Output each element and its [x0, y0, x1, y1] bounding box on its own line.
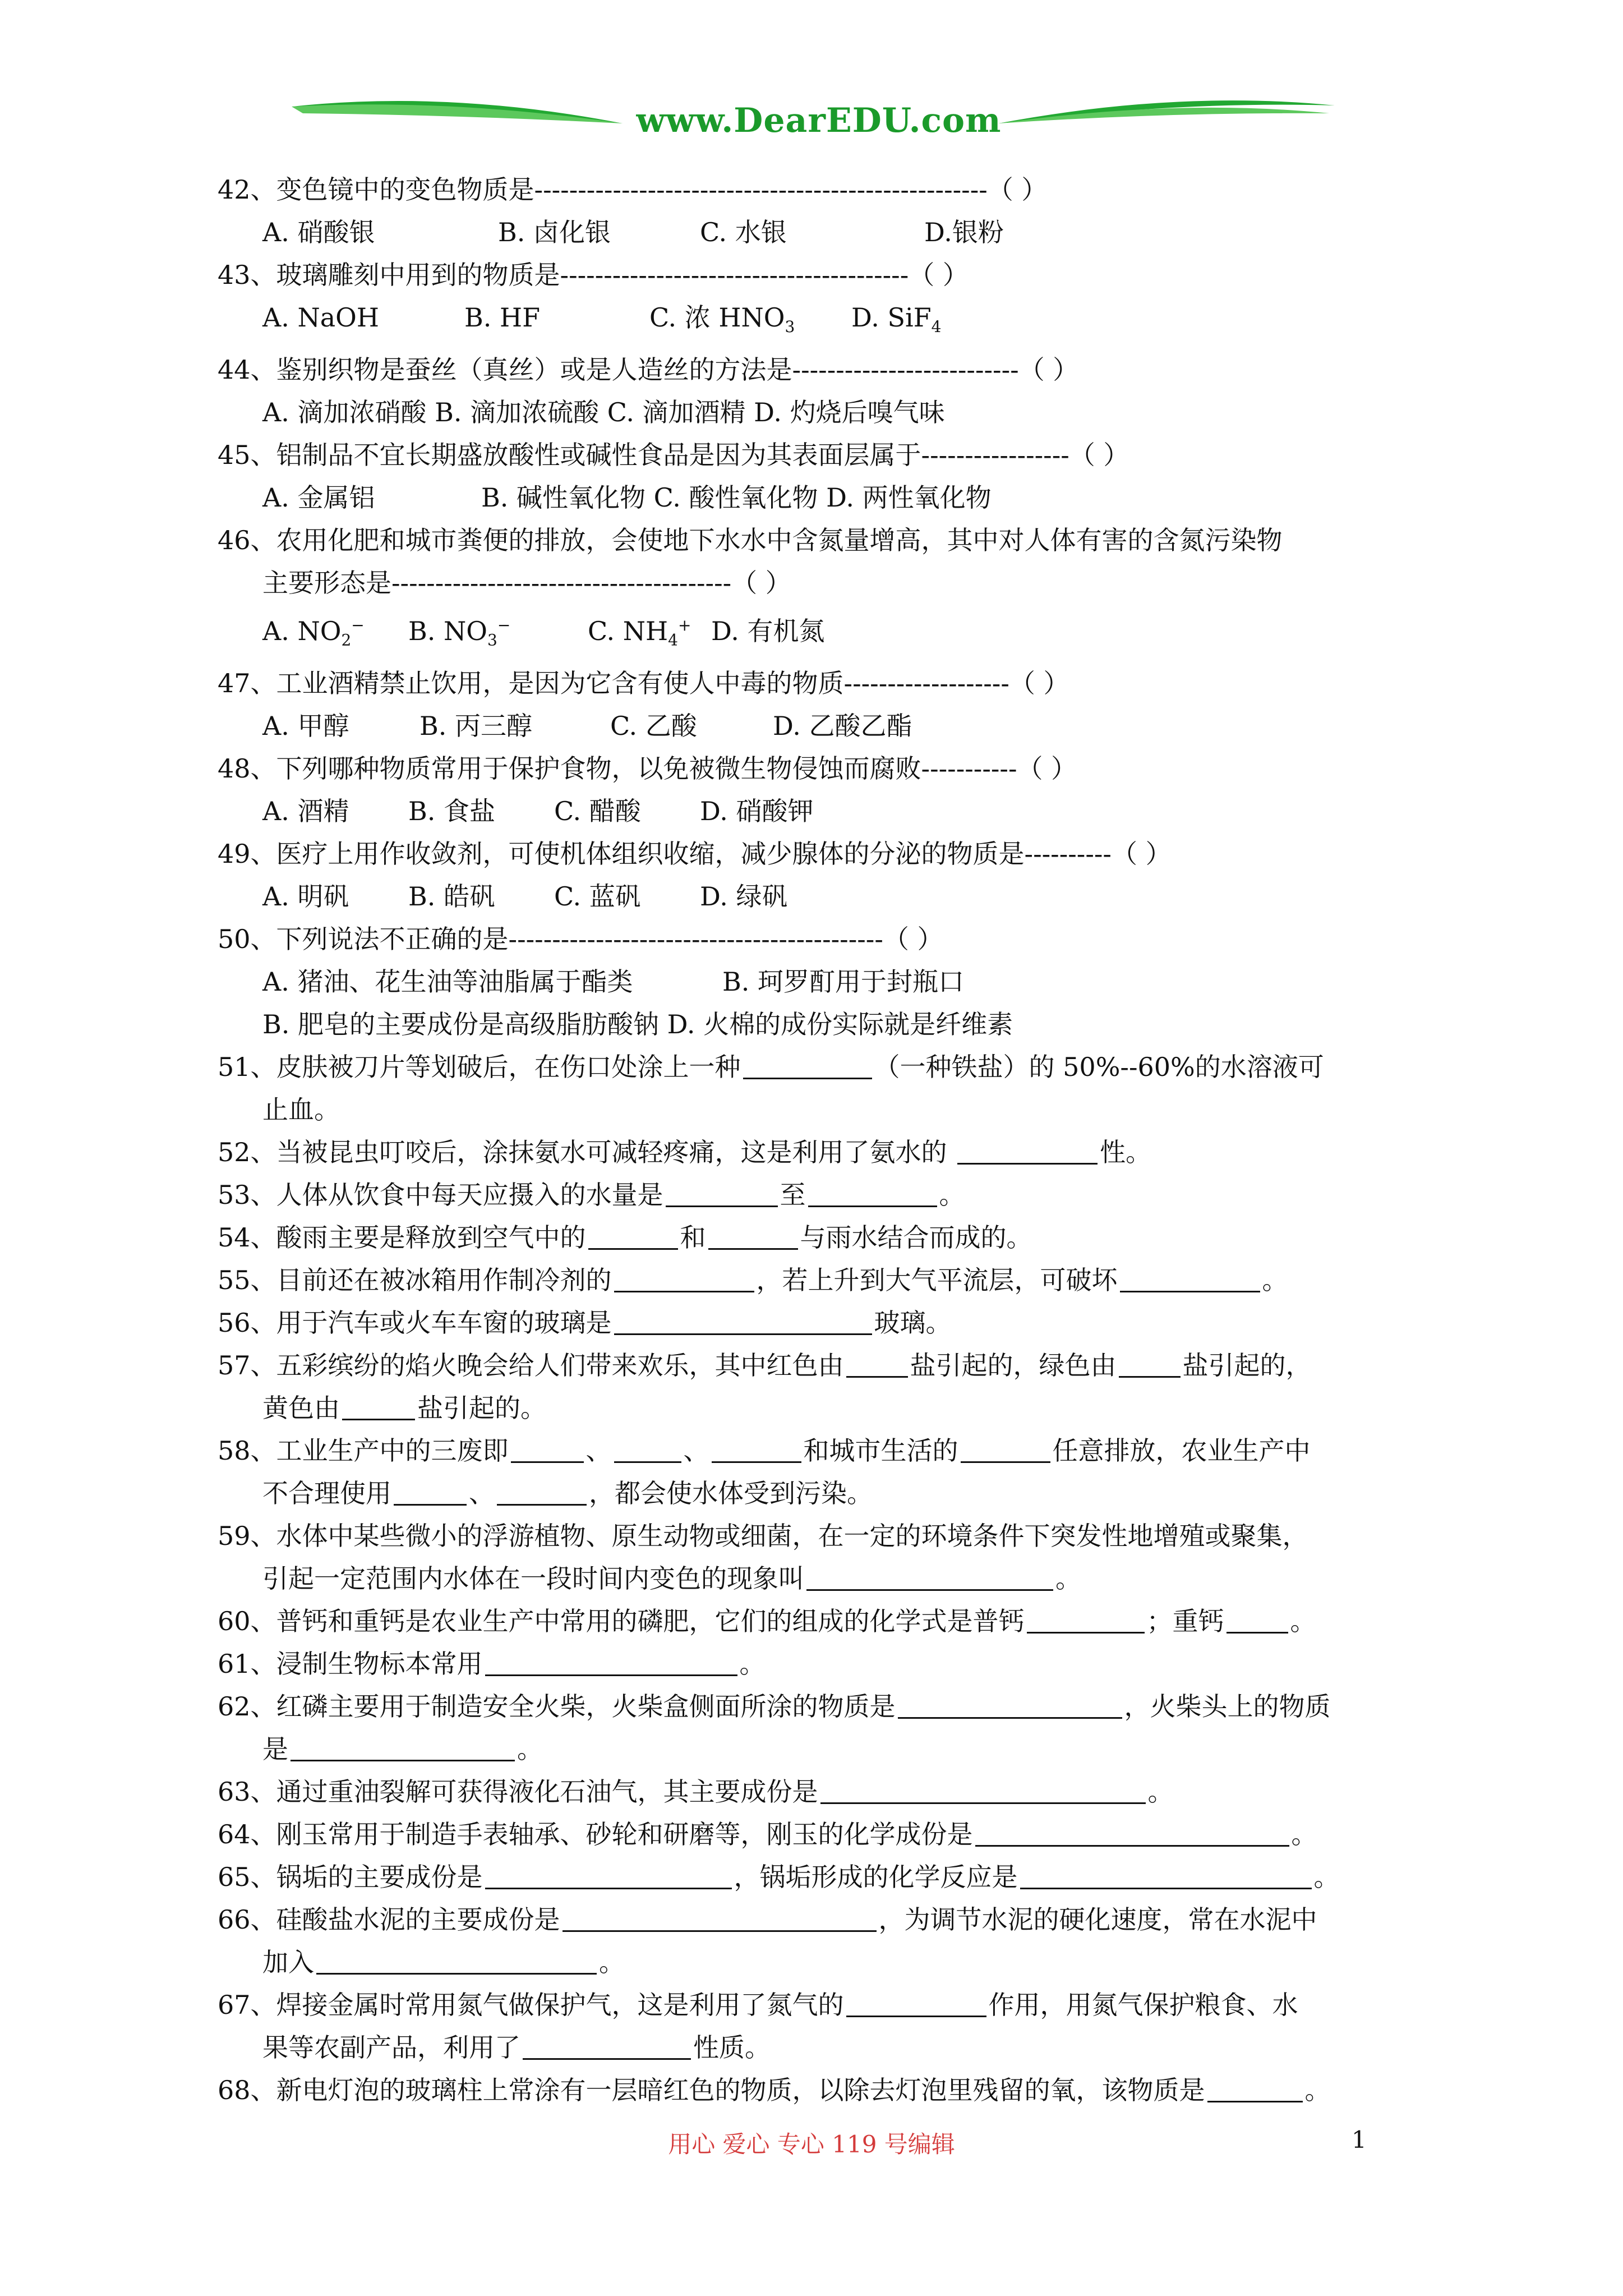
question-47: 47、工业酒精禁止饮用，是因为它含有使人中毒的物质-------------------（ ）: [218, 668, 1069, 698]
question-57: 57、五彩缤纷的焰火晚会给人们带来欢乐，其中红色由 盐引起的，绿色由 盐引起的，: [218, 1350, 1312, 1381]
question-65: 65、锅垢的主要成份是 ，锅垢形成的化学反应是 。: [218, 1861, 1340, 1892]
footer-text: 用心 爱心 专心 119 号编辑: [668, 2131, 955, 2158]
answer-blank[interactable]: [708, 1222, 798, 1250]
answer-blank[interactable]: [588, 1222, 678, 1250]
answer-blank[interactable]: [614, 1435, 681, 1463]
question-51: 51、皮肤被刀片等划破后，在伤口处涂上一种 （一种铁盐）的 50%--60%的水溶液可: [218, 1051, 1324, 1082]
answer-blank[interactable]: [712, 1435, 801, 1463]
question-61: 61、浸制生物标本常用 。: [218, 1648, 766, 1679]
answer-blank[interactable]: [820, 1777, 1146, 1804]
options-43: A. NaOH B. HF C. 浓 $HNO_3$ D. SiF$_4$: [262, 302, 942, 337]
question-50: 50、下列说法不正确的是-------------------------------------------（ ）: [218, 923, 943, 954]
answer-blank[interactable]: [666, 1180, 778, 1207]
options-45: A. 金属铝 B. 碱性氧化物 C. 酸性氧化物 D. 两性氧化物: [262, 482, 992, 513]
page-number: 1: [1352, 2126, 1367, 2154]
answer-blank[interactable]: [1227, 1606, 1288, 1634]
question-45: 45、铝制品不宜长期盛放酸性或碱性食品是因为其表面层属于-----------------（ ）: [218, 440, 1129, 471]
question-64: 64、刚玉常用于制造手表轴承、砂轮和研磨等，刚玉的化学成份是 。: [218, 1819, 1317, 1849]
options-44: A. 滴加浓硝酸 B. 滴加浓硫酸 C. 滴加酒精 D. 灼烧后嗅气味: [262, 397, 945, 428]
answer-blank[interactable]: [1119, 1350, 1181, 1378]
question-62-line2: 是 。: [262, 1733, 543, 1764]
options-50: A. 猪油、花生油等油脂属于酯类 B. 珂罗酊用于封瓶口: [262, 966, 965, 997]
answer-blank[interactable]: [511, 1435, 584, 1463]
answer-blank[interactable]: [846, 1990, 986, 2017]
answer-blank[interactable]: [1027, 1606, 1145, 1634]
question-66: 66、硅酸盐水泥的主要成份是 ，为调节水泥的硬化速度，常在水泥中: [218, 1904, 1317, 1935]
answer-blank[interactable]: [342, 1393, 415, 1420]
question-68: 68、新电灯泡的玻璃柱上常涂有一层暗红色的物质，以除去灯泡里残留的氧，该物质是 。: [218, 2074, 1331, 2105]
question-58-line2: 不合理使用 、 ，都会使水体受到污染。: [262, 1478, 873, 1508]
answer-blank[interactable]: [614, 1308, 872, 1335]
answer-blank[interactable]: [523, 2032, 691, 2060]
answer-blank[interactable]: [1207, 2075, 1303, 2102]
question-60: 60、普钙和重钙是农业生产中常用的磷肥，它们的组成的化学式是普钙 ；重钙 。: [218, 1605, 1316, 1636]
question-55: 55、目前还在被冰箱用作制冷剂的 ，若上升到大气平流层，可破坏 。: [218, 1264, 1288, 1295]
answer-blank[interactable]: [975, 1819, 1289, 1847]
answer-blank[interactable]: [394, 1478, 467, 1506]
answer-blank[interactable]: [485, 1649, 737, 1676]
answer-blank[interactable]: [614, 1265, 754, 1292]
answer-blank[interactable]: [1120, 1265, 1260, 1292]
answer-blank[interactable]: [1020, 1862, 1312, 1889]
question-67-line2: 果等农副产品，利用了 性质。: [262, 2032, 771, 2063]
answer-blank[interactable]: [562, 1904, 877, 1932]
question-49: 49、医疗上用作收敛剂，可使机体组织收缩，减少腺体的分泌的物质是----------（ ）: [218, 838, 1172, 869]
options-42: A. 硝酸银 B. 卤化银 C. 水银 D.银粉: [262, 217, 1004, 247]
question-46: 46、农用化肥和城市粪便的排放，会使地下水水中含氮量增高，其中对人体有害的含氮污染物: [218, 525, 1283, 556]
question-42: 42、变色镜中的变色物质是----------------------------------------------------（ ）: [218, 174, 1048, 205]
question-46-line2: 主要形态是---------------------------------------（ ）: [262, 568, 791, 599]
answer-blank[interactable]: [485, 1862, 732, 1889]
site-logo-text[interactable]: www.DearEDU.com: [636, 101, 1002, 140]
question-59-line2: 引起一定范围内水体在一段时间内变色的现象叫 。: [262, 1563, 1081, 1594]
question-list: [218, 168, 1474, 2111]
answer-blank[interactable]: [846, 1350, 908, 1378]
question-59: 59、水体中某些微小的浮游植物、原生动物或细菌，在一定的环境条件下突发性地增殖或聚集，: [218, 1520, 1308, 1551]
options-47: A. 甲醇 B. 丙三醇 C. 乙酸 D. 乙酸乙酯: [262, 710, 912, 741]
answer-blank[interactable]: [808, 1180, 937, 1207]
answer-blank[interactable]: [291, 1734, 515, 1761]
question-54: 54、酸雨主要是释放到空气中的 和 与雨水结合而成的。: [218, 1222, 1032, 1253]
question-66-line2: 加入 。: [262, 1947, 625, 1977]
options-48: A. 酒精 B. 食盐 C. 醋酸 D. 硝酸钾: [262, 795, 814, 826]
answer-blank[interactable]: [806, 1563, 1053, 1591]
answer-blank[interactable]: [743, 1052, 872, 1079]
question-52: 52、当被昆虫叮咬后，涂抹氨水可减轻疼痛，这是利用了氨水的 性。: [218, 1137, 1152, 1167]
question-43: 43、玻璃雕刻中用到的物质是----------------------------------------（ ）: [218, 260, 969, 290]
question-51-line2: 止血。: [262, 1094, 340, 1125]
answer-blank[interactable]: [957, 1137, 1098, 1165]
question-57-line2: 黄色由 盐引起的。: [262, 1392, 546, 1423]
answer-blank[interactable]: [898, 1691, 1122, 1719]
question-58: 58、工业生产中的三废即 、 、 和城市生活的 任意排放，农业生产中: [218, 1435, 1311, 1466]
options-49: A. 明矾 B. 皓矾 C. 蓝矾 D. 绿矾: [262, 881, 788, 912]
answer-blank[interactable]: [497, 1478, 587, 1506]
question-44: 44、鉴别织物是蚕丝（真丝）或是人造丝的方法是--------------------------（ ）: [218, 355, 1079, 385]
question-56: 56、用于汽车或火车车窗的玻璃是 玻璃。: [218, 1307, 952, 1338]
options-50-line2: B. 肥皂的主要成份是高级脂肪酸钠 D. 火棉的成份实际就是纤维素: [262, 1009, 1013, 1039]
question-63: 63、通过重油裂解可获得液化石油气，其主要成份是 。: [218, 1776, 1174, 1807]
question-67: 67、焊接金属时常用氮气做保护气，这是利用了氮气的 作用，用氮气保护粮食、水: [218, 1989, 1298, 2020]
answer-blank[interactable]: [961, 1435, 1050, 1463]
options-46: A. $NO_2^-$ B. $NO_3^-$ C. $NH_4^+$ D. 有机氮: [262, 615, 825, 650]
question-62: 62、红磷主要用于制造安全火柴，火柴盒侧面所涂的物质是 ，火柴头上的物质: [218, 1691, 1331, 1722]
question-53: 53、人体从饮食中每天应摄入的水量是 至 。: [218, 1179, 965, 1210]
answer-blank[interactable]: [316, 1947, 597, 1975]
question-48: 48、下列哪种物质常用于保护食物，以免被微生物侵蚀而腐败-----------（ ）: [218, 753, 1077, 784]
